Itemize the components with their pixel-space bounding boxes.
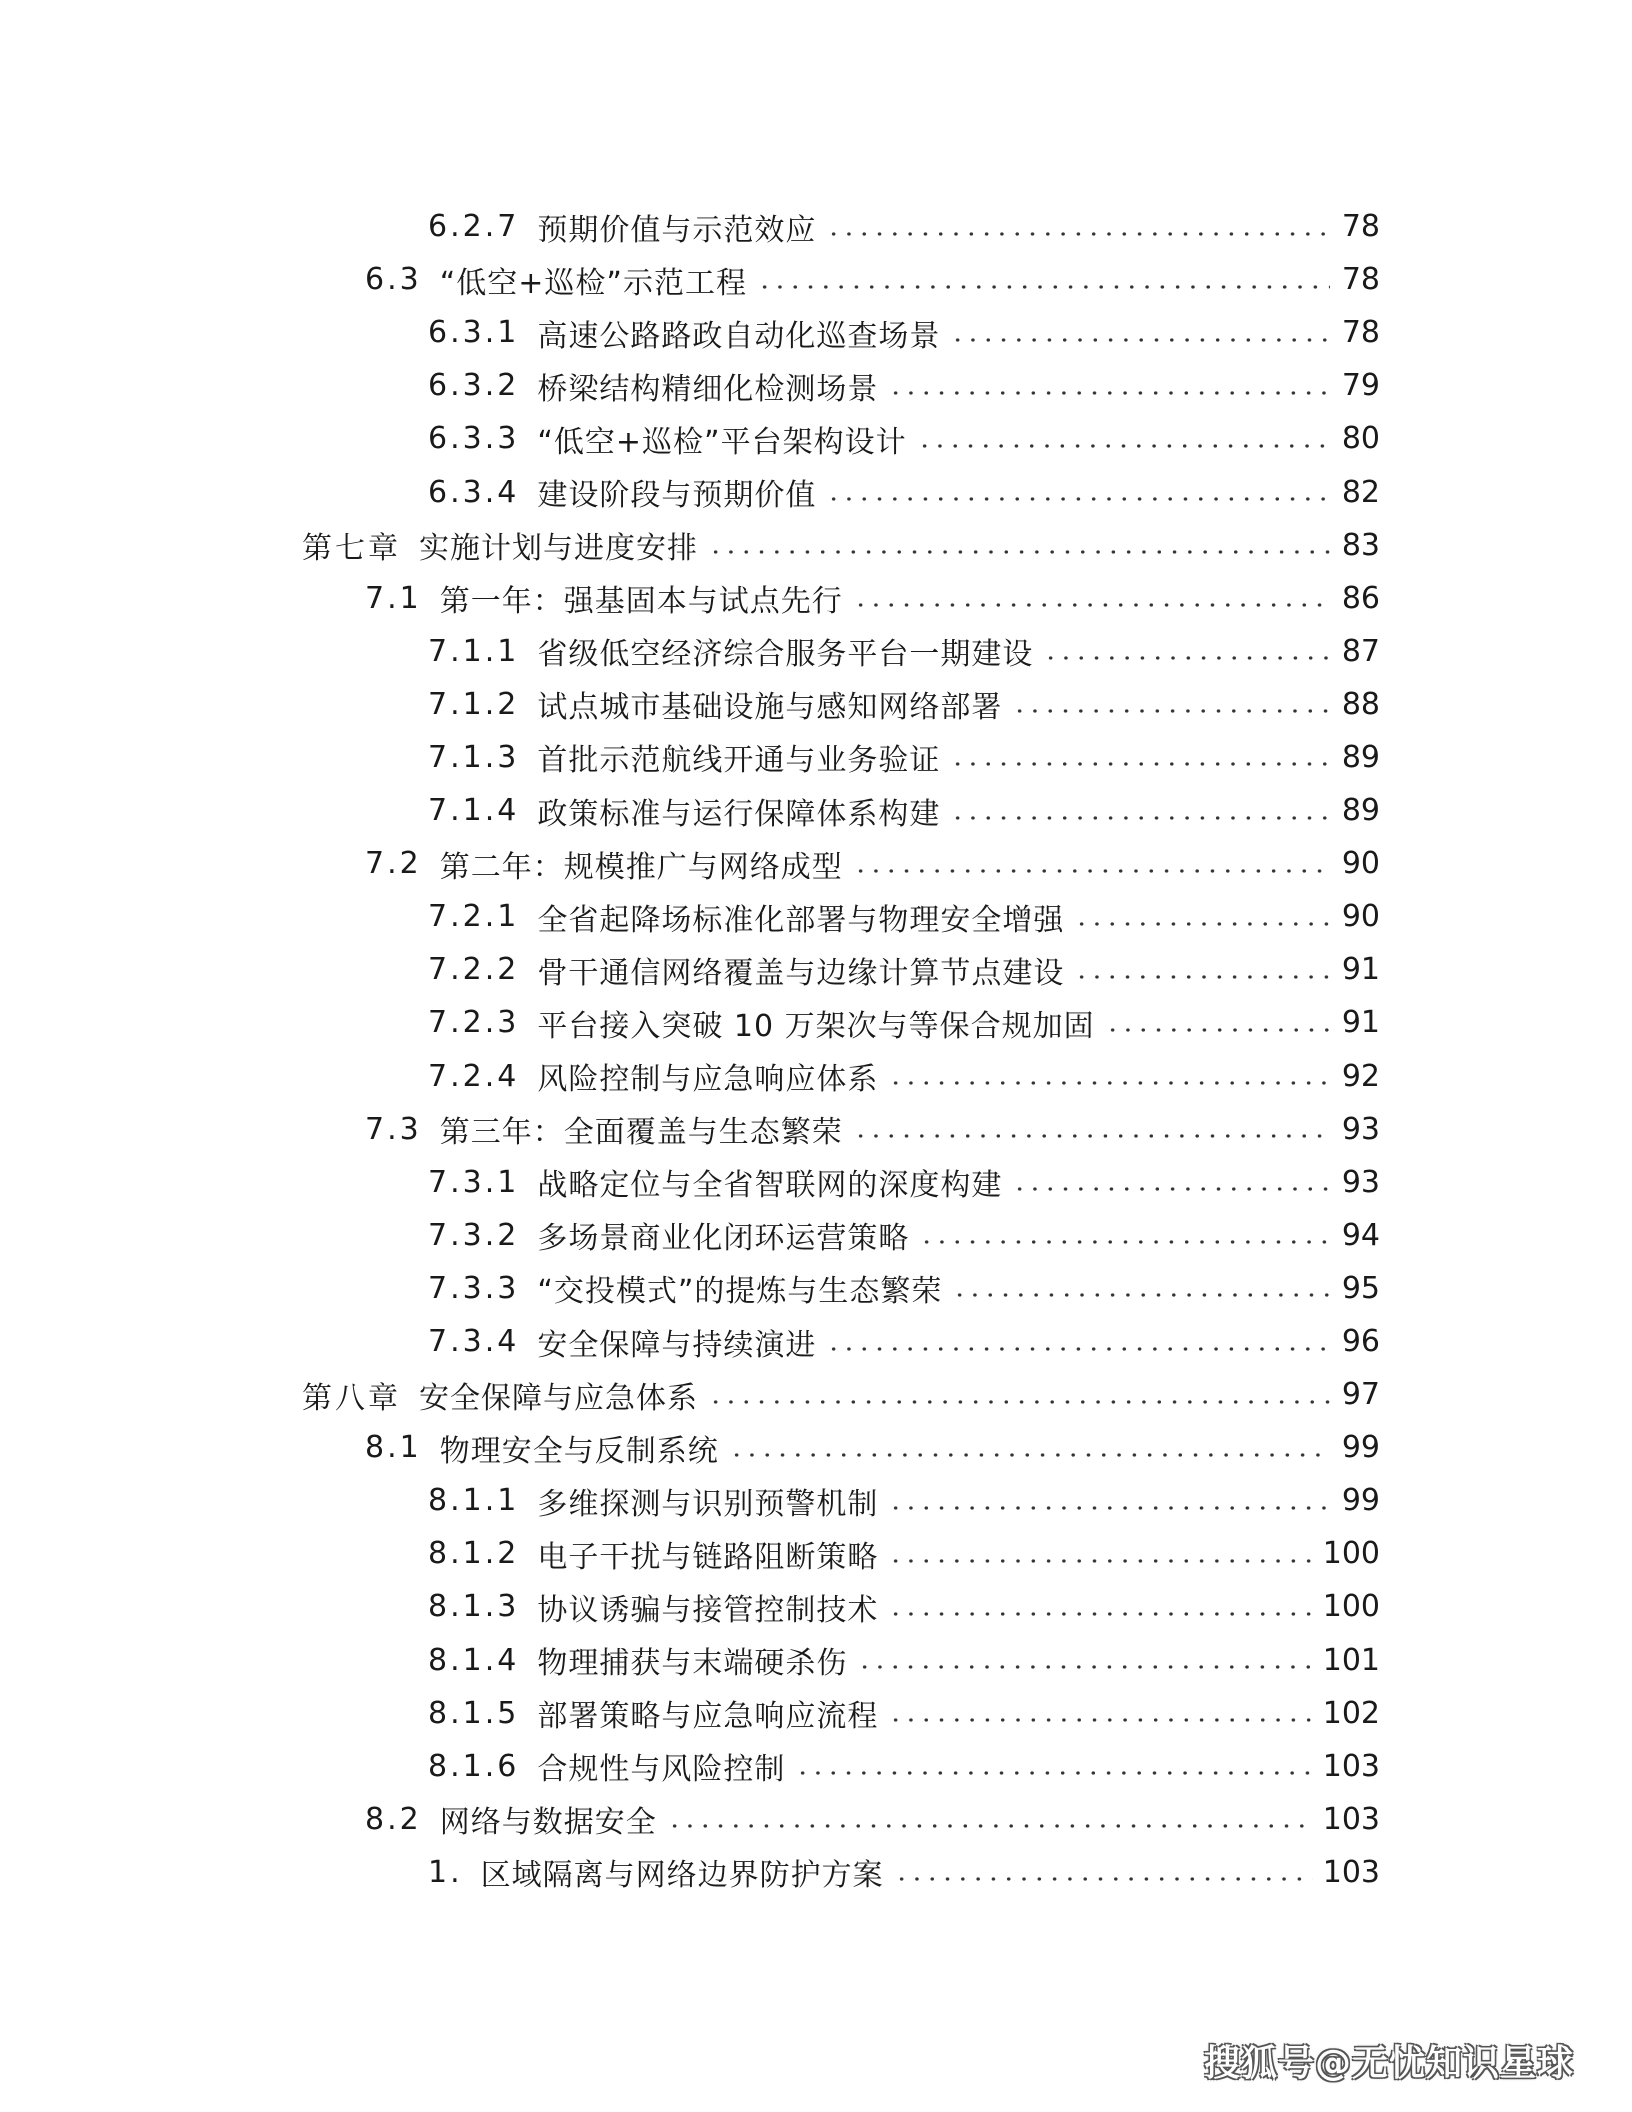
toc-dot-leader (853, 869, 1330, 873)
watermark: 搜狐号@无忧知识星球 (1203, 2043, 1574, 2084)
toc-entry[interactable] (0, 890, 1632, 943)
toc-entry-number: 7.3.3 (428, 1270, 520, 1306)
toc-entry[interactable] (0, 1474, 1632, 1527)
toc-entry-page: 79 (1341, 368, 1380, 404)
toc-entry[interactable] (0, 1793, 1632, 1846)
toc-entry-page: 89 (1341, 739, 1380, 775)
toc-entry-page: 88 (1341, 686, 1380, 722)
toc-entry-page: 97 (1341, 1377, 1380, 1413)
toc-entry-title: 预期价值与示范效应 (537, 212, 817, 248)
toc-entry-title: 第一年：强基固本与试点先行 (439, 584, 843, 620)
toc-entry-number: 8.1.6 (428, 1748, 520, 1784)
toc-entry-number: 7.3 (365, 1111, 422, 1147)
toc-entry-title: 试点城市基础设施与感知网络部署 (537, 690, 1003, 726)
toc-dot-leader (826, 1347, 1330, 1351)
toc-entry-page: 103 (1322, 1854, 1380, 1890)
toc-entry-title: 第三年：全面覆盖与生态繁荣 (439, 1115, 843, 1151)
toc-entry-title: 电子干扰与链路阻断策略 (537, 1539, 879, 1575)
toc-dot-leader (919, 1240, 1330, 1244)
toc-entry[interactable] (0, 1634, 1632, 1687)
toc-entry[interactable] (0, 678, 1632, 731)
toc-entry-title: 高速公路路政自动化巡查场景 (537, 318, 941, 354)
table-of-contents (0, 200, 1632, 1899)
toc-entry-page: 90 (1341, 899, 1380, 935)
toc-dot-leader (888, 1559, 1312, 1563)
toc-entry[interactable] (0, 412, 1632, 465)
toc-entry-number: 8.1.2 (428, 1536, 520, 1572)
toc-entry-number: 6.3.3 (428, 421, 520, 457)
toc-entry-title: “低空+巡检”示范工程 (439, 265, 747, 301)
toc-entry-title: 安全保障与应急体系 (419, 1380, 698, 1416)
toc-entry-page: 91 (1341, 952, 1380, 988)
toc-dot-leader (917, 444, 1330, 448)
toc-entry-number: 7.2.2 (428, 952, 520, 988)
toc-entry[interactable] (0, 1156, 1632, 1209)
toc-dot-leader (888, 1718, 1312, 1722)
toc-entry-number: 7.1.3 (428, 739, 520, 775)
toc-entry-page: 91 (1341, 1005, 1380, 1041)
toc-dot-leader (857, 1665, 1312, 1669)
toc-entry-title: 实施计划与进度安排 (419, 531, 698, 567)
toc-entry-title: 多维探测与识别预警机制 (537, 1486, 879, 1522)
toc-entry[interactable] (0, 465, 1632, 518)
toc-entry-page: 101 (1322, 1642, 1380, 1678)
toc-dot-leader (1074, 975, 1330, 979)
toc-dot-leader (888, 1612, 1312, 1616)
toc-entry-title: 物理安全与反制系统 (439, 1433, 719, 1469)
toc-entry-title: 首批示范航线开通与业务验证 (537, 743, 941, 779)
toc-dot-leader (1012, 709, 1330, 713)
toc-entry-page: 99 (1341, 1483, 1380, 1519)
toc-dot-leader (826, 497, 1330, 501)
toc-entry-page: 95 (1341, 1270, 1380, 1306)
toc-entry-title: 多场景商业化闭环运营策略 (537, 1221, 910, 1257)
toc-entry-number: 7.2.3 (428, 1005, 520, 1041)
toc-entry[interactable] (0, 1421, 1632, 1474)
toc-entry[interactable] (0, 359, 1632, 412)
toc-entry-number: 7.1.2 (428, 686, 520, 722)
toc-dot-leader (853, 603, 1330, 607)
toc-entry-page: 100 (1322, 1589, 1380, 1625)
toc-entry-number: 8.1 (365, 1430, 422, 1466)
toc-entry[interactable] (0, 784, 1632, 837)
toc-entry-page: 78 (1341, 209, 1380, 245)
toc-entry-page: 103 (1322, 1801, 1380, 1837)
toc-entry-number: 8.2 (365, 1801, 422, 1837)
toc-entry-number: 6.3.2 (428, 368, 520, 404)
toc-entry[interactable] (0, 1050, 1632, 1103)
toc-entry[interactable] (0, 1846, 1632, 1899)
toc-dot-leader (729, 1453, 1330, 1457)
toc-entry-title: 政策标准与运行保障体系构建 (537, 796, 941, 832)
toc-entry[interactable] (0, 306, 1632, 359)
toc-entry-number: 8.1.1 (428, 1483, 520, 1519)
toc-entry-number: 第八章 (302, 1380, 401, 1416)
toc-dot-leader (757, 285, 1330, 289)
toc-entry-title: 风险控制与应急响应体系 (537, 1062, 879, 1098)
toc-entry-number: 7.3.4 (428, 1324, 520, 1360)
toc-entry[interactable] (0, 1687, 1632, 1740)
toc-entry-page: 89 (1341, 793, 1380, 829)
toc-entry[interactable] (0, 1262, 1632, 1315)
toc-entry[interactable] (0, 572, 1632, 625)
toc-entry-page: 83 (1341, 527, 1380, 563)
toc-dot-leader (826, 232, 1330, 236)
toc-entry-number: 7.1 (365, 580, 422, 616)
toc-entry-number: 7.1.1 (428, 633, 520, 669)
toc-dot-leader (708, 550, 1330, 554)
toc-entry-title: 部署策略与应急响应流程 (537, 1699, 879, 1735)
toc-dot-leader (950, 762, 1330, 766)
toc-dot-leader (1043, 656, 1330, 660)
toc-entry-title: “低空+巡检”平台架构设计 (537, 424, 907, 460)
toc-entry-title: 建设阶段与预期价值 (537, 478, 817, 514)
toc-entry-number: 7.3.1 (428, 1164, 520, 1200)
toc-entry-page: 78 (1341, 262, 1380, 298)
toc-dot-leader (888, 391, 1330, 395)
toc-dot-leader (795, 1771, 1312, 1775)
toc-entry[interactable] (0, 837, 1632, 890)
toc-dot-leader (888, 1081, 1330, 1085)
toc-entry-title: “交投模式”的提炼与生态繁荣 (537, 1274, 943, 1310)
toc-entry-title: 物理捕获与末端硬杀伤 (537, 1646, 848, 1682)
toc-dot-leader (952, 1293, 1330, 1297)
toc-entry-number: 7.2.4 (428, 1058, 520, 1094)
toc-entry-page: 100 (1322, 1536, 1380, 1572)
toc-entry-number: 7.2 (365, 846, 422, 882)
toc-dot-leader (950, 338, 1330, 342)
toc-entry-title: 平台接入突破 10 万架次与等保合规加固 (537, 1008, 1095, 1044)
toc-entry[interactable] (0, 943, 1632, 996)
toc-entry-number: 7.3.2 (428, 1217, 520, 1253)
toc-entry[interactable] (0, 519, 1632, 572)
toc-entry-title: 全省起降场标准化部署与物理安全增强 (537, 902, 1065, 938)
toc-entry-title: 桥梁结构精细化检测场景 (537, 371, 879, 407)
toc-entry[interactable] (0, 996, 1632, 1049)
toc-entry-number: 8.1.3 (428, 1589, 520, 1625)
toc-entry-title: 区域隔离与网络边界防护方案 (480, 1858, 884, 1894)
toc-entry-page: 92 (1341, 1058, 1380, 1094)
toc-entry-page: 78 (1341, 315, 1380, 351)
toc-dot-leader (708, 1400, 1330, 1404)
toc-entry[interactable] (0, 731, 1632, 784)
toc-entry-title: 省级低空经济综合服务平台一期建设 (537, 637, 1034, 673)
toc-entry-page: 103 (1322, 1748, 1380, 1784)
toc-entry-page: 94 (1341, 1217, 1380, 1253)
toc-entry[interactable] (0, 253, 1632, 306)
toc-entry[interactable] (0, 200, 1632, 253)
toc-entry-page: 90 (1341, 846, 1380, 882)
toc-entry[interactable] (0, 1580, 1632, 1633)
toc-entry-page: 99 (1341, 1430, 1380, 1466)
toc-dot-leader (1074, 922, 1330, 926)
toc-entry-page: 102 (1322, 1695, 1380, 1731)
toc-entry-title: 第二年：规模推广与网络成型 (439, 849, 843, 885)
toc-dot-leader (1012, 1187, 1330, 1191)
toc-entry-page: 87 (1341, 633, 1380, 669)
toc-entry-title: 合规性与风险控制 (537, 1752, 786, 1788)
toc-entry-number: 7.2.1 (428, 899, 520, 935)
toc-entry-number: 第七章 (302, 531, 401, 567)
toc-entry-number: 6.3.1 (428, 315, 520, 351)
toc-dot-leader (894, 1877, 1313, 1881)
toc-dot-leader (667, 1824, 1313, 1828)
toc-entry-number: 6.2.7 (428, 209, 520, 245)
toc-entry-page: 86 (1341, 580, 1380, 616)
toc-entry-page: 96 (1341, 1324, 1380, 1360)
toc-entry-title: 安全保障与持续演进 (537, 1327, 817, 1363)
toc-entry-number: 6.3 (365, 262, 422, 298)
toc-dot-leader (888, 1506, 1330, 1510)
toc-entry-title: 战略定位与全省智联网的深度构建 (537, 1168, 1003, 1204)
toc-entry-number: 6.3.4 (428, 474, 520, 510)
toc-entry[interactable] (0, 1740, 1632, 1793)
toc-dot-leader (853, 1134, 1330, 1138)
toc-entry-number: 8.1.4 (428, 1642, 520, 1678)
toc-entry-page: 93 (1341, 1164, 1380, 1200)
toc-entry[interactable] (0, 1209, 1632, 1262)
toc-entry[interactable] (0, 625, 1632, 678)
toc-entry[interactable] (0, 1315, 1632, 1368)
toc-entry-page: 93 (1341, 1111, 1380, 1147)
toc-entry[interactable] (0, 1103, 1632, 1156)
toc-entry[interactable] (0, 1368, 1632, 1421)
toc-entry-title: 协议诱骗与接管控制技术 (537, 1592, 879, 1628)
toc-entry-number: 1. (428, 1854, 463, 1890)
toc-entry-number: 7.1.4 (428, 793, 520, 829)
toc-entry-title: 网络与数据安全 (439, 1805, 657, 1841)
toc-dot-leader (1105, 1028, 1330, 1032)
toc-dot-leader (950, 816, 1330, 820)
toc-entry-page: 80 (1341, 421, 1380, 457)
toc-entry-title: 骨干通信网络覆盖与边缘计算节点建设 (537, 955, 1065, 991)
toc-entry-number: 8.1.5 (428, 1695, 520, 1731)
toc-entry-page: 82 (1341, 474, 1380, 510)
toc-entry[interactable] (0, 1527, 1632, 1580)
